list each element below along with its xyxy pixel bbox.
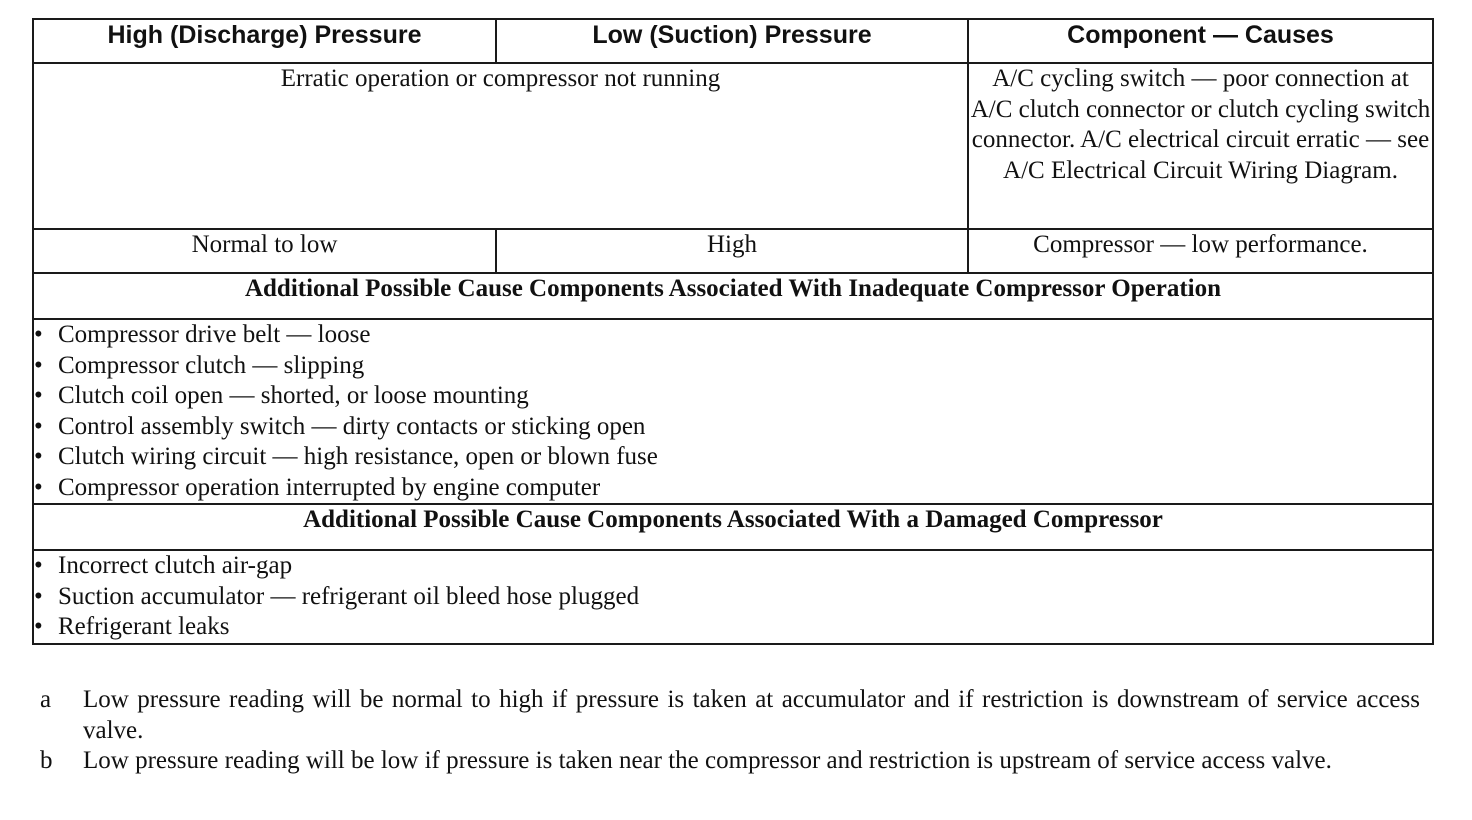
bullet-icon: • (34, 443, 43, 470)
section-title-inadequate-operation: Additional Possible Cause Components Associated With Inadequate Compressor Operation (33, 273, 1433, 319)
bullet-icon: • (34, 321, 43, 348)
footnote-text: Low pressure reading will be normal to high if pressure is taken at accumulator and if restriction is downstream of service access valve. (83, 686, 1420, 744)
footnote-text: Low pressure reading will be low if pressure is taken near the compressor and restriction is upstream of service access valve. (83, 747, 1332, 774)
section-body-row (33, 550, 1433, 644)
bullet-icon: • (34, 552, 43, 579)
diagnosis-table-container (32, 18, 1432, 645)
list-item-text: Clutch wiring circuit — high resistance, open or blown fuse (58, 443, 658, 470)
section-title-damaged-compressor: Additional Possible Cause Components Associated With a Damaged Compressor (33, 504, 1433, 550)
footnote (40, 746, 1420, 777)
bullet-icon: • (34, 382, 43, 409)
list-item-text: Incorrect clutch air-gap (58, 552, 293, 579)
list-item-text: Suction accumulator — refrigerant oil bleed hose plugged (58, 582, 640, 610)
list-item-text: Compressor operation interrupted by engine computer (58, 473, 601, 501)
cause-cell: Compressor — low performance. (968, 229, 1433, 273)
list-item (34, 381, 1432, 412)
section-body-row (33, 319, 1433, 504)
list-item-text: Clutch coil open — shorted, or loose mounting (58, 382, 529, 409)
diagnosis-table (32, 18, 1434, 645)
list-item (34, 551, 1432, 582)
bullet-cell (33, 319, 1433, 504)
bullet-list-inadequate-operation (34, 320, 1432, 503)
high-pressure-cell: Normal to low (33, 229, 496, 273)
section-header-row (33, 504, 1433, 550)
list-item (34, 351, 1432, 382)
header-row (33, 19, 1433, 63)
footnote-letter: a (40, 686, 52, 713)
header-component-causes: Component — Causes (968, 19, 1433, 63)
footnote-letter: b (40, 747, 53, 774)
list-item-text: Control assembly switch — dirty contacts or sticking open (58, 412, 646, 440)
bullet-icon: • (34, 412, 43, 440)
list-item (34, 612, 1432, 643)
low-pressure-cell: High (496, 229, 968, 273)
list-item (34, 582, 1432, 613)
bullet-list-damaged-compressor (34, 551, 1432, 643)
bullet-icon: • (34, 582, 43, 610)
bullet-cell (33, 550, 1433, 644)
list-item (34, 412, 1432, 443)
bullet-icon: • (34, 473, 43, 501)
list-item-text: Refrigerant leaks (58, 613, 230, 640)
list-item-text: Compressor clutch — slipping (58, 351, 365, 379)
footnote (40, 685, 1420, 746)
cause-cell: A/C cycling switch — poor connection at A/C clutch connector or clutch cycling switch connector. A/C electrical circuit erratic — see A/C Electrical Circuit Wiring Diagram. (968, 63, 1433, 229)
header-high-pressure: High (Discharge) Pressure (33, 19, 496, 63)
table-row (33, 229, 1433, 273)
symptom-cell: Erratic operation or compressor not running (33, 63, 968, 229)
list-item (34, 442, 1432, 473)
bullet-icon: • (34, 613, 43, 640)
header-low-pressure: Low (Suction) Pressure (496, 19, 968, 63)
bullet-icon: • (34, 351, 43, 379)
list-item (34, 320, 1432, 351)
list-item (34, 473, 1432, 504)
footnotes (40, 685, 1420, 777)
table-row (33, 63, 1433, 229)
section-header-row (33, 273, 1433, 319)
list-item-text: Compressor drive belt — loose (58, 321, 371, 348)
